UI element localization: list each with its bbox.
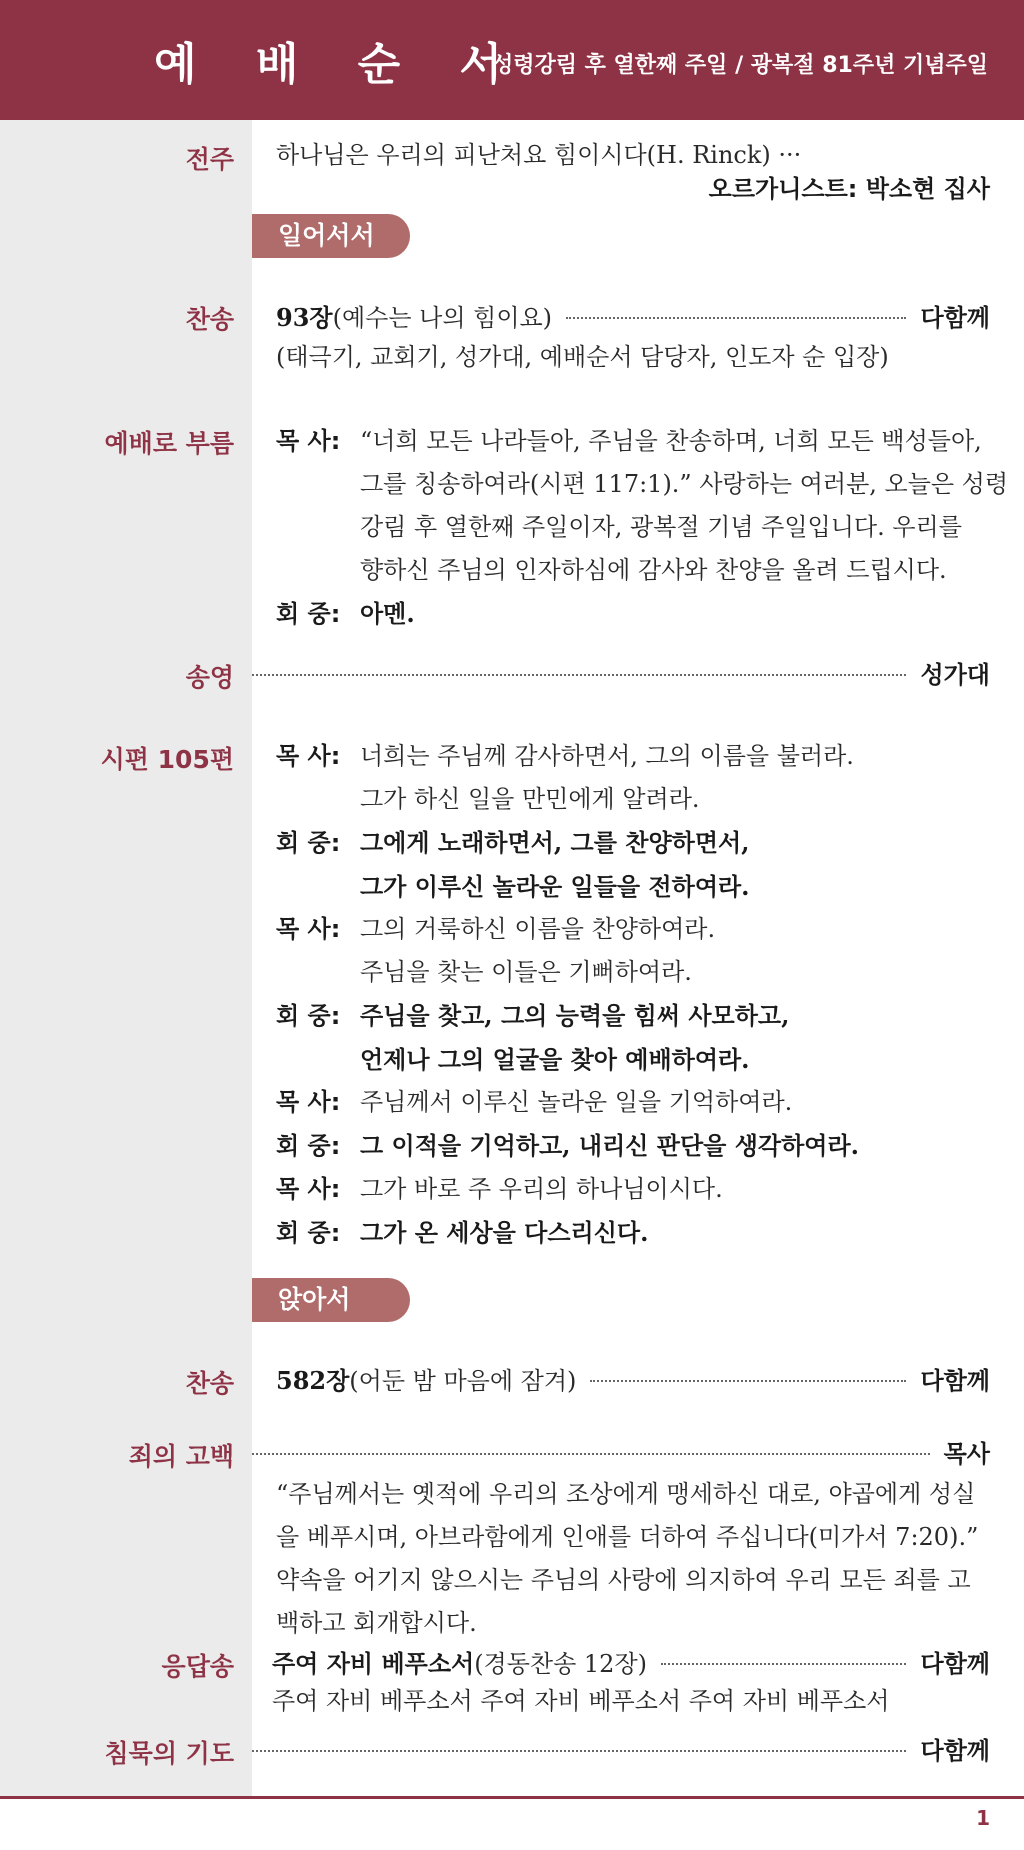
leader-dots [252, 674, 906, 676]
label-prelude: 전주 [185, 145, 234, 174]
confession-row [252, 1434, 990, 1468]
psalm-line: 그가 바로 주 우리의 하나님이시다. [360, 1175, 723, 1203]
speaker-pastor: 목 사: [276, 1088, 341, 1116]
hymn2-title: (어둔 밤 마음에 잠겨) [349, 1366, 577, 1395]
prelude-line [276, 138, 990, 206]
speaker-congregation: 회 중: [276, 829, 341, 857]
call-line: “너희 모든 나라들아, 주님을 찬송하며, 너희 모든 백성들아, [360, 427, 982, 455]
psalm-line: 주님께서 이루신 놀라운 일을 기억하여라. [360, 1088, 793, 1116]
confession-by: 목사 [943, 1439, 990, 1468]
confession-line: 약속을 어기지 않으시는 주님의 사랑에 의지하여 우리 모든 죄를 고 [276, 1566, 971, 1594]
prelude-performer: 오르가니스트: 박소현 집사 [708, 175, 990, 203]
psalm-response: 그 이적을 기억하고, 내리신 판단을 생각하여라. [360, 1131, 859, 1160]
anthem-by: 성가대 [920, 660, 990, 689]
page-subtitle: 성령강림 후 열한째 주일 / 광복절 81주년 기념주일 [491, 53, 988, 78]
label-confession: 죄의 고백 [128, 1442, 234, 1471]
label-sidebar [0, 120, 252, 1796]
confession-line: “주님께서는 옛적에 우리의 조상에게 맹세하신 대로, 야곱에게 성실 [276, 1480, 976, 1508]
label-hymn2: 찬송 [185, 1369, 234, 1398]
hymn1-number: 93장 [276, 302, 333, 332]
speaker-pastor: 목 사: [276, 742, 341, 770]
speaker-congregation: 회 중: [276, 1132, 341, 1160]
leader-dots [566, 317, 906, 319]
hymn1-by: 다함께 [920, 303, 990, 332]
psalm-response: 주님을 찾고, 그의 능력을 힘써 사모하고, [360, 1001, 790, 1030]
leader-dots [252, 1750, 906, 1752]
prelude-dots: ··· [778, 141, 802, 169]
header-band [0, 0, 1024, 120]
anthem-row [252, 655, 990, 689]
hymn2-number: 582장 [276, 1365, 350, 1395]
psalm-response: 그가 이루신 놀라운 일들을 전하여라. [360, 872, 750, 901]
call-line: 강림 후 열한째 주일이자, 광복절 기념 주일입니다. 우리를 [360, 513, 962, 541]
silent-by: 다함께 [920, 1736, 990, 1765]
confession-text [276, 1473, 990, 1645]
psalm-response: 언제나 그의 얼굴을 찾아 예배하여라. [360, 1045, 750, 1074]
psalm-line: 주님을 찾는 이들은 기뻐하여라. [360, 958, 692, 986]
label-psalm: 시편 105편 [100, 745, 234, 774]
response-ref: (경동찬송 12장) [474, 1649, 648, 1678]
psalm-response: 그에게 노래하면서, 그를 찬양하면서, [360, 828, 750, 857]
speaker-congregation: 회 중: [276, 1219, 341, 1247]
silent-row [252, 1731, 990, 1765]
call-block [276, 420, 1008, 636]
page-title: 예 배 순 서 [154, 39, 524, 90]
prelude-text: 하나님은 우리의 피난처요 힘이시다(H. Rinck) [276, 141, 771, 169]
section-stand: 일어서서 [252, 214, 410, 258]
leader-dots [252, 1453, 930, 1455]
confession-line: 을 베푸시며, 아브라함에게 인애를 더하여 주십니다(미가서 7:20).” [276, 1523, 979, 1551]
hymn1-note: (태극기, 교회기, 성가대, 예배순서 담당자, 인도자 순 입장) [276, 343, 889, 371]
psalm-line: 너희는 주님께 감사하면서, 그의 이름을 불러라. [360, 742, 854, 770]
response-by: 다함께 [920, 1649, 990, 1678]
label-response: 응답송 [161, 1652, 234, 1681]
label-silent-prayer: 침묵의 기도 [104, 1739, 234, 1768]
psalm-block [276, 735, 859, 1255]
response-title: 주여 자비 베푸소서 [272, 1648, 475, 1678]
label-hymn1: 찬송 [185, 305, 234, 334]
speaker-pastor: 목 사: [276, 915, 341, 943]
label-anthem: 송영 [185, 663, 234, 692]
response-row [272, 1644, 990, 1678]
call-line: 향하신 주님의 인자하심에 감사와 찬양을 올려 드립시다. [360, 556, 947, 584]
call-line: 그를 칭송하여라(시편 117:1).” 사랑하는 여러분, 오늘은 성령 [360, 470, 1009, 498]
speaker-congregation: 회 중: [276, 1002, 341, 1030]
psalm-line: 그의 거룩하신 이름을 찬양하여라. [360, 915, 716, 943]
confession-line: 백하고 회개합시다. [276, 1609, 477, 1637]
hymn1-row [276, 298, 990, 332]
speaker-congregation: 회 중: [276, 600, 341, 628]
hymn2-by: 다함께 [920, 1366, 990, 1395]
psalm-line: 그가 하신 일을 만민에게 알려라. [360, 785, 700, 813]
label-call: 예배로 부름 [104, 429, 234, 458]
speaker-pastor: 목 사: [276, 1175, 341, 1203]
section-sit: 앉아서 [252, 1278, 410, 1322]
response-lyrics: 주여 자비 베푸소서 주여 자비 베푸소서 주여 자비 베푸소서 [272, 1687, 890, 1715]
hymn2-row [276, 1361, 990, 1395]
psalm-response: 그가 온 세상을 다스리신다. [360, 1218, 649, 1247]
page-number: 1 [976, 1806, 990, 1830]
leader-dots [590, 1380, 906, 1382]
speaker-pastor: 목 사: [276, 427, 341, 455]
call-response: 아멘. [360, 599, 415, 628]
footer-rule [0, 1796, 1024, 1799]
leader-dots [661, 1663, 906, 1665]
hymn1-title: (예수는 나의 힘이요) [332, 303, 553, 332]
